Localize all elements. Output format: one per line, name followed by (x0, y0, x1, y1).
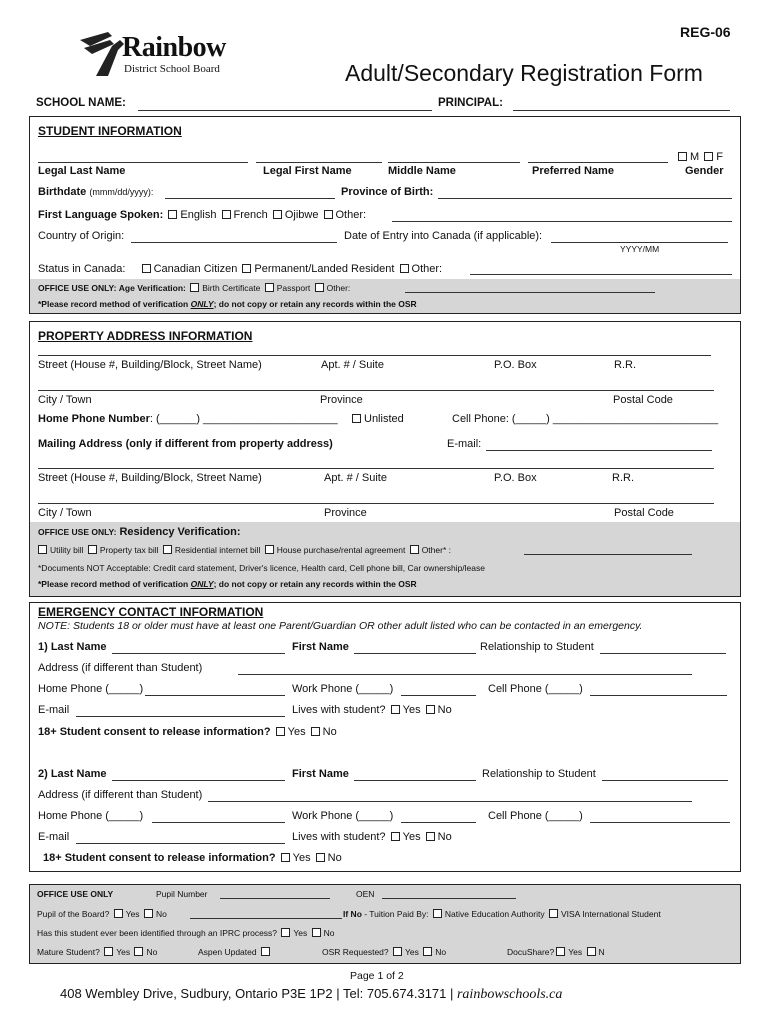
iprc-yes-label: Yes (293, 928, 308, 938)
mailing-pobox-label: P.O. Box (494, 472, 537, 484)
contact1-home-phone-field[interactable] (145, 695, 285, 696)
contact1-consent-yes-label: Yes (287, 726, 306, 738)
osr-requested-label: OSR Requested? (322, 947, 389, 957)
contact1-lives-with-row (292, 704, 452, 716)
pupil-board-no-checkbox[interactable] (144, 909, 153, 918)
contact1-cell-phone-field[interactable] (590, 695, 727, 696)
pobox-label: P.O. Box (494, 359, 537, 371)
contact2-lives-with-row (292, 831, 452, 843)
age-verification-label: Age Verification: (118, 283, 186, 293)
contact2-consent-label: 18+ Student consent to release information? (43, 852, 276, 864)
mailing-apt-label: Apt. # / Suite (324, 472, 387, 484)
emergency-note: NOTE: Students 18 or older must have at least one Parent/Guardian OR other adult listed who can be contacted in an emergency. (38, 620, 643, 632)
first-language-row (38, 209, 366, 221)
contact2-consent-row (43, 852, 342, 864)
english-label: English (180, 209, 217, 221)
office-use-label: OFFICE USE ONLY: (38, 283, 117, 293)
iprc-label: Has this student ever been identified through an IPRC process? (37, 928, 278, 938)
contact2-consent-yes-label: Yes (292, 852, 311, 864)
citizen-checkbox[interactable] (142, 264, 151, 273)
property-tax-label: Property tax bill (99, 545, 159, 555)
preferred-name-label: Preferred Name (532, 165, 614, 177)
page-title: Adult/Secondary Registration Form (345, 60, 703, 86)
contact2-relationship-field[interactable] (602, 780, 728, 781)
ojibwe-label: Ojibwe (284, 209, 319, 221)
docushare-yes-label: Yes (568, 947, 583, 957)
province-of-birth-label: Province of Birth: (341, 186, 434, 198)
gender-options (676, 151, 723, 163)
pupil-board-no-label: No (155, 909, 167, 919)
legal-first-name-label: Legal First Name (263, 165, 352, 177)
property-city-field[interactable] (38, 390, 714, 391)
contact1-first-name-label: First Name (292, 641, 349, 653)
logo-name: Rainbow (122, 32, 226, 63)
osr-yes-checkbox[interactable] (393, 947, 402, 956)
gender-label: Gender (685, 165, 724, 177)
home-phone-row (38, 413, 338, 425)
age-verification-row (38, 283, 350, 293)
footer-contact (60, 986, 562, 1003)
footer-address: 408 Wembley Drive, Sudbury, Ontario P3E 1P2 | Tel: 705.674.3171 | (60, 986, 457, 1001)
country-of-origin-label: Country of Origin: (38, 230, 125, 242)
osr-no-label: No (435, 947, 447, 957)
contact1-lives-no-label: No (437, 704, 452, 716)
pupil-of-board-row (37, 909, 167, 919)
contact1-home-phone-label: Home Phone (_____) (38, 683, 144, 695)
contact2-home-phone-field[interactable] (152, 822, 285, 823)
email-field[interactable] (486, 450, 712, 451)
date-of-entry-format: YYYY/MM (620, 244, 660, 254)
verification-other-label: Other: (326, 283, 351, 293)
contact1-lives-yes-label: Yes (402, 704, 421, 716)
page-number: Page 1 of 2 (350, 970, 404, 982)
aspen-row (198, 947, 273, 957)
docushare-no-label: N (598, 947, 605, 957)
contact1-last-name-label: 1) Last Name (38, 641, 107, 653)
iprc-no-label: No (323, 928, 335, 938)
emergency-contact-title: EMERGENCY CONTACT INFORMATION (38, 605, 264, 619)
iprc-no-checkbox[interactable] (312, 928, 321, 937)
postal-code-label: Postal Code (613, 394, 673, 406)
date-of-entry-label: Date of Entry into Canada (if applicable): (344, 230, 543, 242)
visa-student-checkbox[interactable] (549, 909, 558, 918)
status-other-checkbox[interactable] (400, 264, 409, 273)
pupil-of-board-label: Pupil of the Board? (37, 909, 110, 919)
property-address-title: PROPERTY ADDRESS INFORMATION (38, 329, 253, 343)
residency-other-checkbox[interactable] (410, 545, 419, 554)
status-other-field[interactable] (470, 274, 732, 275)
status-other-label: Other: (411, 263, 443, 275)
street-label: Street (House #, Building/Block, Street Name) (38, 359, 262, 371)
contact1-cell-phone-label: Cell Phone (_____) (488, 683, 583, 695)
office-pupil-row (37, 889, 113, 899)
birthdate-field[interactable] (165, 198, 335, 199)
contact2-address-label: Address (if different than Student) (38, 789, 203, 801)
home-phone-field[interactable]: : (______) ______________________ (149, 413, 338, 425)
residency-verification-label: Residency Verification: (119, 526, 241, 538)
visa-student-label: VISA International Student (560, 909, 661, 919)
oen-field[interactable] (382, 898, 516, 899)
unlisted-option (350, 413, 404, 425)
english-checkbox[interactable] (168, 210, 177, 219)
property-street-field[interactable] (38, 355, 711, 356)
contact1-lives-with-label: Lives with student? (292, 704, 386, 716)
contact2-first-name-label: First Name (292, 768, 349, 780)
contact1-consent-no-checkbox[interactable] (311, 727, 320, 736)
contact1-address-field[interactable] (238, 674, 692, 675)
mature-student-label: Mature Student? (37, 947, 100, 957)
date-of-entry-field[interactable] (551, 242, 728, 243)
verification-other-field[interactable] (405, 292, 655, 293)
contact2-work-phone-label: Work Phone (_____) (292, 810, 394, 822)
property-office-use-label: OFFICE USE ONLY: (38, 527, 117, 537)
residency-options (36, 545, 451, 555)
first-language-label: First Language Spoken: (38, 209, 164, 221)
iprc-row (37, 928, 335, 938)
gender-m-checkbox[interactable] (678, 152, 687, 161)
legal-last-name-field[interactable] (38, 162, 248, 163)
province-label: Province (320, 394, 363, 406)
documents-not-acceptable-note: *Documents NOT Acceptable: Credit card statement, Driver's licence, Health card, Cell phone bill, Car ownership/lease (38, 563, 485, 573)
status-row (38, 263, 442, 275)
province-of-birth-field[interactable] (438, 198, 732, 199)
contact2-first-name-field[interactable] (354, 780, 476, 781)
pupil-board-yes-label: Yes (125, 909, 140, 919)
home-phone-label: Home Phone Number (38, 413, 150, 425)
gender-f-checkbox[interactable] (704, 152, 713, 161)
contact1-email-field[interactable] (76, 716, 285, 717)
mailing-street-field[interactable] (38, 468, 714, 469)
office-use-title: OFFICE USE ONLY (37, 889, 114, 899)
contact2-email-label: E-mail (38, 831, 70, 843)
tuition-label: - Tuition Paid By: (361, 909, 429, 919)
contact2-lives-with-label: Lives with student? (292, 831, 386, 843)
contact2-relationship-label: Relationship to Student (482, 768, 596, 780)
contact1-email-label: E-mail (38, 704, 70, 716)
french-checkbox[interactable] (222, 210, 231, 219)
unlisted-label: Unlisted (364, 413, 404, 425)
native-education-checkbox[interactable] (433, 909, 442, 918)
gender-f-label: F (716, 151, 723, 163)
principal-field[interactable] (513, 110, 730, 111)
mailing-address-label: Mailing Address (only if different from property address) (38, 438, 333, 450)
pupil-number-field[interactable] (220, 898, 330, 899)
school-name-label: SCHOOL NAME: (36, 97, 126, 109)
contact2-lives-yes-label: Yes (402, 831, 421, 843)
contact2-lives-no-checkbox[interactable] (426, 832, 435, 841)
mature-student-row (37, 947, 157, 957)
birthdate-row (38, 186, 153, 198)
contact2-home-phone-label: Home Phone (_____) (38, 810, 144, 822)
principal-label: PRINCIPAL: (438, 97, 503, 109)
form-code: REG-06 (680, 24, 731, 40)
osr-no-checkbox[interactable] (423, 947, 432, 956)
mailing-city-field[interactable] (38, 503, 714, 504)
contact1-relationship-label: Relationship to Student (480, 641, 594, 653)
osr-row (322, 947, 446, 957)
mailing-rr-label: R.R. (612, 472, 634, 484)
mature-yes-label: Yes (116, 947, 131, 957)
residency-other-field[interactable] (524, 554, 692, 555)
contact2-address-field[interactable] (208, 801, 692, 802)
rainbow-logo-icon (78, 30, 128, 78)
rr-label: R.R. (614, 359, 636, 371)
preferred-name-field[interactable] (528, 162, 668, 163)
contact2-consent-yes-checkbox[interactable] (281, 853, 290, 862)
contact2-email-field[interactable] (76, 843, 285, 844)
contact2-last-name-label: 2) Last Name (38, 768, 107, 780)
contact1-work-phone-field[interactable] (401, 695, 476, 696)
verification-other-checkbox[interactable] (315, 283, 324, 292)
ojibwe-checkbox[interactable] (273, 210, 282, 219)
gender-m-label: M (690, 151, 700, 163)
logo-subtitle: District School Board (124, 63, 220, 75)
permanent-resident-label: Permanent/Landed Resident (254, 263, 395, 275)
mailing-province-label: Province (324, 507, 367, 519)
middle-name-label: Middle Name (388, 165, 456, 177)
mature-no-label: No (146, 947, 158, 957)
aspen-updated-checkbox[interactable] (261, 947, 270, 956)
docushare-no-checkbox[interactable] (587, 947, 596, 956)
birthdate-label: Birthdate (38, 186, 87, 198)
mature-yes-checkbox[interactable] (104, 947, 113, 956)
contact2-consent-no-label: No (327, 852, 342, 864)
school-name-field[interactable] (138, 110, 432, 111)
contact2-last-name-field[interactable] (112, 780, 285, 781)
french-label: French (233, 209, 268, 221)
contact1-first-name-field[interactable] (354, 653, 476, 654)
passport-label: Passport (276, 283, 311, 293)
mailing-street-label: Street (House #, Building/Block, Street Name) (38, 472, 262, 484)
tuition-row (343, 909, 661, 919)
osr-yes-label: Yes (405, 947, 419, 957)
contact2-cell-phone-field[interactable] (590, 822, 730, 823)
contact2-consent-no-checkbox[interactable] (316, 853, 325, 862)
mature-no-checkbox[interactable] (134, 947, 143, 956)
docushare-yes-checkbox[interactable] (556, 947, 565, 956)
language-other-field[interactable] (392, 221, 732, 222)
residency-other-label: Other* : (421, 545, 451, 555)
email-label: E-mail: (447, 438, 482, 450)
residency-verification-row (38, 526, 241, 538)
contact1-consent-yes-checkbox[interactable] (276, 727, 285, 736)
contact2-cell-phone-label: Cell Phone (_____) (488, 810, 583, 822)
middle-name-field[interactable] (388, 162, 520, 163)
contact1-work-phone-label: Work Phone (_____) (292, 683, 394, 695)
internet-bill-label: Residential internet bill (174, 545, 261, 555)
city-label: City / Town (38, 394, 92, 406)
permanent-resident-checkbox[interactable] (242, 264, 251, 273)
contact1-relationship-field[interactable] (600, 653, 726, 654)
if-no-label: If No (343, 909, 362, 919)
student-info-title: STUDENT INFORMATION (38, 124, 182, 138)
unlisted-checkbox[interactable] (352, 414, 361, 423)
contact2-lives-yes-checkbox[interactable] (391, 832, 400, 841)
contact1-consent-label: 18+ Student consent to release information? (38, 726, 271, 738)
student-verification-note: *Please record method of verification ONLY; do not copy or retain any records within the OSR (38, 299, 417, 309)
country-of-origin-field[interactable] (131, 242, 337, 243)
cell-phone-field[interactable]: Cell Phone: (_____) ___________________________ (452, 413, 719, 425)
contact1-lives-yes-checkbox[interactable] (391, 705, 400, 714)
birth-certificate-checkbox[interactable] (190, 283, 199, 292)
house-agreement-checkbox[interactable] (265, 545, 274, 554)
birth-certificate-label: Birth Certificate (202, 283, 261, 293)
status-label: Status in Canada: (38, 263, 126, 275)
utility-bill-label: Utility bill (50, 545, 84, 555)
native-education-label: Native Education Authority (444, 909, 545, 919)
contact2-work-phone-field[interactable] (401, 822, 476, 823)
house-agreement-label: House purchase/rental agreement (276, 545, 406, 555)
mailing-city-label: City / Town (38, 507, 92, 519)
pupil-board-yes-checkbox[interactable] (114, 909, 123, 918)
iprc-yes-checkbox[interactable] (281, 928, 290, 937)
legal-first-name-field[interactable] (256, 162, 382, 163)
internet-bill-checkbox[interactable] (163, 545, 172, 554)
footer-website[interactable]: rainbowschools.ca (456, 987, 563, 1002)
contact1-last-name-field[interactable] (112, 653, 285, 654)
legal-last-name-label: Legal Last Name (38, 165, 126, 177)
mailing-postal-label: Postal Code (614, 507, 674, 519)
contact1-lives-no-checkbox[interactable] (426, 705, 435, 714)
contact1-consent-no-label: No (322, 726, 337, 738)
contact2-lives-no-label: No (437, 831, 452, 843)
pupil-board-no-field[interactable] (190, 918, 342, 919)
oen-label: OEN (356, 889, 375, 899)
logo (78, 30, 258, 80)
apt-label: Apt. # / Suite (321, 359, 384, 371)
language-other-label: Other: (335, 209, 367, 221)
birthdate-format: (mmm/dd/yyyy): (89, 187, 154, 197)
passport-checkbox[interactable] (265, 283, 274, 292)
pupil-number-label: Pupil Number (156, 889, 208, 899)
property-tax-checkbox[interactable] (88, 545, 97, 554)
contact1-address-label: Address (if different than Student) (38, 662, 203, 674)
contact1-consent-row (38, 726, 337, 738)
docushare-label: DocuShare? (507, 947, 555, 957)
docushare-row (507, 947, 605, 957)
utility-bill-checkbox[interactable] (38, 545, 47, 554)
citizen-label: Canadian Citizen (153, 263, 238, 275)
language-other-checkbox[interactable] (324, 210, 333, 219)
property-verification-note: *Please record method of verification ONLY; do not copy or retain any records within the OSR (38, 579, 417, 589)
aspen-updated-label: Aspen Updated (198, 947, 257, 957)
